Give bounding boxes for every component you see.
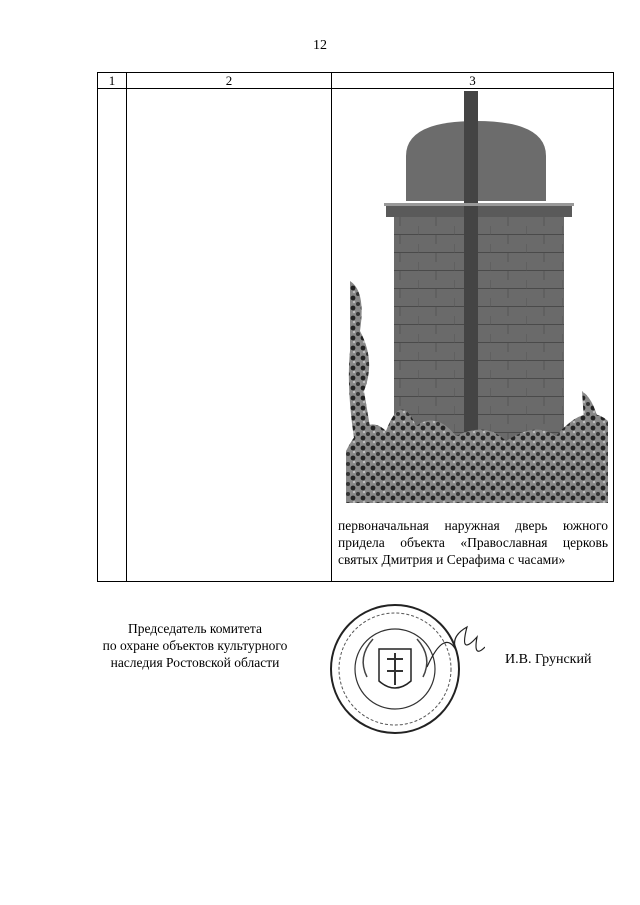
signature-title-line: наследия Ростовской области: [110, 655, 280, 670]
signatory-name: И.В. Грунский: [505, 652, 592, 667]
column-divider: [126, 73, 127, 581]
photo-caption: первоначальная наружная дверь южного придела объекта «Православная церковь святых Дмитрия и Серафима с часами»: [338, 518, 608, 567]
column-header-1: 1: [98, 73, 126, 89]
column-header-2: 2: [127, 73, 331, 89]
document-table: [97, 72, 614, 582]
official-seal: [327, 597, 485, 739]
column-divider: [331, 73, 332, 581]
signature-title-line: Председатель комитета: [128, 621, 262, 636]
door-photo: [346, 91, 608, 503]
signature-title-line: по охране объектов культурного: [102, 638, 288, 653]
page-number: 12: [313, 38, 327, 53]
signature-title: [80, 620, 310, 671]
column-header-3: 3: [332, 73, 613, 89]
